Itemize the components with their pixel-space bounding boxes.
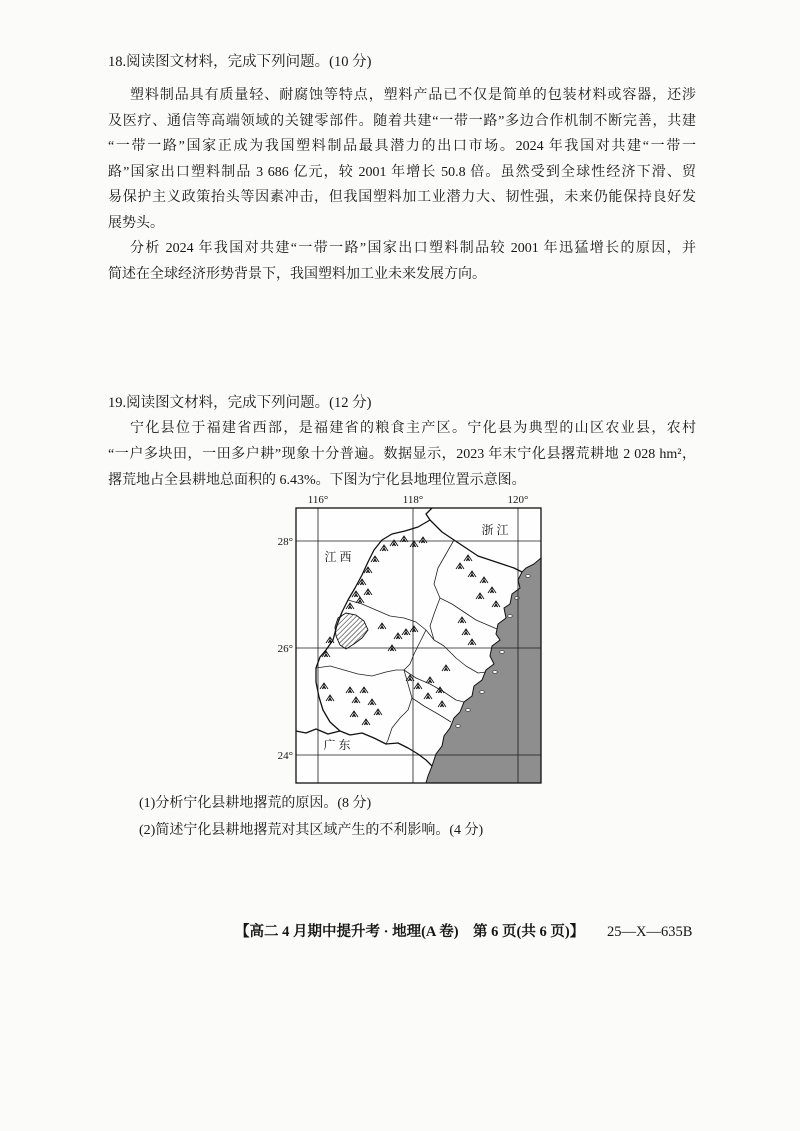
latitude-label: 24° [277, 750, 293, 762]
q19-title: 19.阅读图文材料，完成下列问题。(12 分) [108, 395, 372, 411]
q19-material-line: “一户多块田，一田多户耕”现象十分普遍。数据显示，2023 年末宁化县撂荒耕地 2 028 hm²， [108, 447, 696, 462]
q18-title: 18.阅读图文材料，完成下列问题。(10 分) [108, 54, 372, 70]
q19-material-line: 宁化县位于福建省西部，是福建省的粮食主产区。宁化县为典型的山区农业县，农村 [130, 421, 696, 436]
island [500, 651, 504, 654]
footer-paper-code: 25—X—635B [607, 924, 693, 940]
longitude-label: 116° [307, 494, 329, 506]
island [466, 709, 470, 712]
longitude-label: 120° [507, 494, 529, 506]
q18-material-line: “一带一路”国家正成为我国塑料制品最具潜力的出口市场。2024 年我国对共建“一带一 [108, 139, 696, 154]
q19-material-line: 撂荒地占全县耕地总面积的 6.43%。下图为宁化县地理位置示意图。 [108, 473, 526, 488]
latitude-label: 28° [277, 536, 293, 548]
q18-question-line: 简述在全球经济形势背景下，我国塑料加工业未来发展方向。 [108, 266, 486, 282]
island [493, 671, 497, 674]
q18-material-line: 路”国家出口塑料制品 3 686 亿元，较 2001 年增长 50.8 倍。虽然受到全球性经济下滑、贸 [108, 164, 696, 180]
q18-material [108, 83, 696, 287]
footer-exam-info: 【高二 4 月期中提升考 · 地理(A 卷) 第 6 页(共 6 页)】 [235, 924, 585, 940]
q18-material-line: 易保护主义政策抬头等因素冲击，但我国塑料加工业潜力大、韧性强，未来仍能保持良好发 [108, 190, 696, 205]
region-label-zhejiang: 浙 江 [481, 523, 509, 537]
longitude-label: 118° [402, 494, 424, 506]
region-label-jiangxi: 江 西 [324, 550, 352, 564]
q18-question-line: 分析 2024 年我国对共建“一带一路”国家出口塑料制品较 2001 年迅猛增长的原因，并 [130, 241, 696, 256]
island [456, 725, 460, 728]
q19-sub-question-2: (2)简述宁化县耕地撂荒对其区域产生的不利影响。(4 分) [139, 823, 484, 838]
q18-material-line: 及医疗、通信等高端领域的关键零部件。随着共建“一带一路”多边合作机制不断完善，共建 [108, 113, 696, 129]
q18-material-line: 塑料制品具有质量轻、耐腐蚀等特点，塑料产品已不仅是简单的包装材料或容器，还涉 [130, 88, 696, 103]
q18-material-line: 展势头。 [108, 215, 164, 231]
q19-material [108, 416, 696, 494]
q19-sub-question-1: (1)分析宁化县耕地撂荒的原因。(8 分) [139, 796, 372, 811]
island [526, 575, 530, 578]
island [515, 597, 519, 600]
latitude-label: 26° [277, 643, 293, 655]
island [508, 615, 512, 618]
island [480, 691, 484, 694]
ninghua-location-map [270, 490, 550, 790]
region-label-guangdong: 广 东 [323, 738, 351, 752]
